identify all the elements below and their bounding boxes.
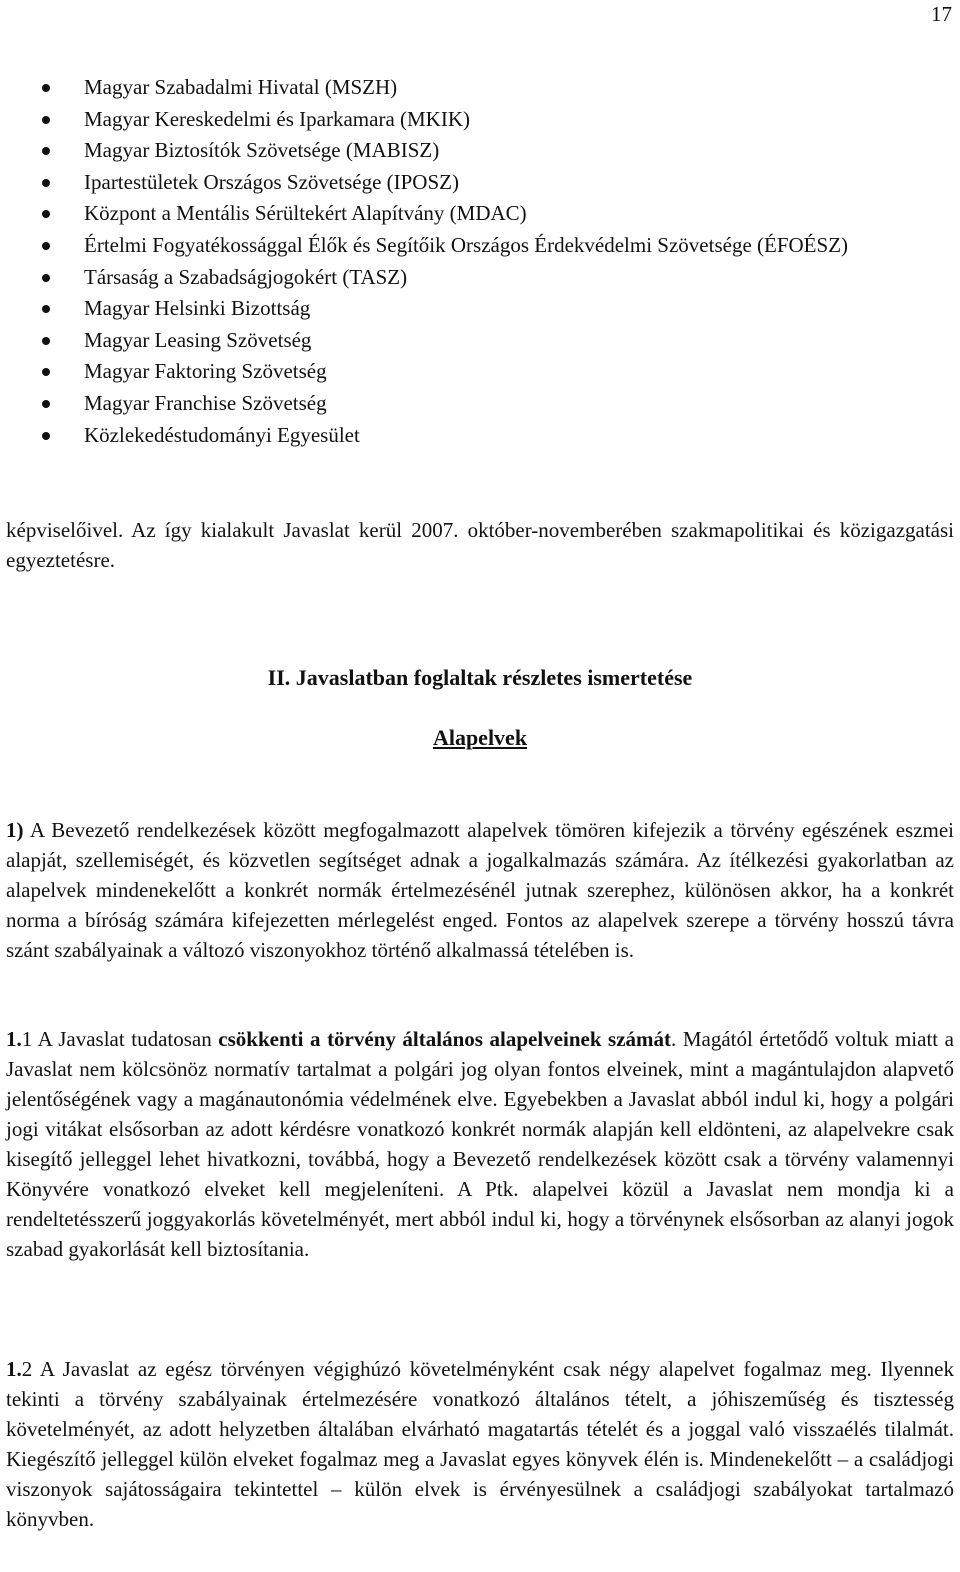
- bullet-icon: [42, 116, 50, 124]
- list-item-text: Magyar Faktoring Szövetség: [84, 359, 327, 384]
- list-item: [38, 198, 958, 230]
- list-item: [38, 104, 958, 136]
- list-item: [38, 167, 958, 199]
- list-item-text: Magyar Leasing Szövetség: [84, 327, 312, 352]
- list-item-text: Magyar Helsinki Bizottság: [84, 296, 311, 321]
- bullet-icon: [42, 432, 50, 440]
- list-item-text: Ipartestületek Országos Szövetsége (IPOSZ): [84, 169, 459, 194]
- bullet-icon: [42, 400, 50, 408]
- emphasis-text: csökkenti a törvény általános alapelveinek számát: [218, 1027, 672, 1051]
- bullet-icon: [42, 242, 50, 250]
- bullet-icon: [42, 179, 50, 187]
- continuation-paragraph: képviselőivel. Az így kialakult Javaslat kerül 2007. október-novemberében szakmapolitikai és közigazgatási egyeztetésre.: [6, 518, 954, 572]
- paragraph-text: A Javaslat az egész törvényen végighúzó követelményként csak négy alapelvet fogalmaz meg. Ilyennek tekinti a törvény szabályainak értelmezésére vonatkozó általános tételt, a jóhiszeműség és tisztesség követelményét, az adott helyzetben általában elvárható magatartás tételét és a joggal való visszaélés tilalmát. Kiegészítő jelleggel külön elveket fogalmaz meg a Javaslat egyes könyvek élén is. Mindenekelőtt – a családjogi viszonyok sajátosságaira tekintettel – külön elvek is érvényesülnek a családjogi szabályokat tartalmazó könyvben.: [6, 1357, 954, 1531]
- paragraph-number: 1.: [6, 1357, 22, 1381]
- paragraph-1-2: [6, 1354, 954, 1534]
- paragraph-text: A Bevezető rendelkezések között megfogalmazott alapelvek tömören kifejezik a törvény egészének eszmei alapját, szellemiségét, és közvetlen segítséget adnak a jogalkalmazás számára. Az ítélkezési gyakorlatban az alapelvek mindenekelőtt a konkrét normák értelmezésénél jutnak szerephez, különösen akkor, ha a konkrét norma a bíróság számára kifejezetten mérlegelést enged. Fontos az alapelvek szerepe a törvény hosszú távra szánt szabályainak a változó viszonyokhoz történő alkalmassá tételében is.: [6, 818, 954, 962]
- list-item: [38, 230, 958, 262]
- list-item-text: Magyar Szabadalmi Hivatal (MSZH): [84, 75, 398, 99]
- list-item-text: Magyar Kereskedelmi és Iparkamara (MKIK): [84, 106, 470, 131]
- list-item-text: Központ a Mentális Sérültekért Alapítvány (MDAC): [84, 201, 527, 226]
- list-item: [38, 356, 958, 388]
- bullet-icon: [42, 274, 50, 282]
- bullet-icon: [42, 84, 50, 92]
- list-item-text: Magyar Biztosítók Szövetsége (MABISZ): [84, 138, 440, 163]
- list-item-text: Társaság a Szabadságjogokért (TASZ): [84, 264, 408, 289]
- bullet-icon: [42, 210, 50, 218]
- list-item: [38, 135, 958, 167]
- list-item: [38, 325, 958, 357]
- paragraph-1-1: [6, 1024, 954, 1264]
- list-item-text: Közlekedéstudományi Egyesület: [84, 422, 360, 447]
- paragraph-number-suffix: 2: [21, 1357, 33, 1381]
- paragraph-text: . Magától értetődő voltuk miatt a Javaslat nem kölcsönöz normatív tartalmat a polgári jog olyan fontos elveinek, mint a magántulajdon alapvető jelentőségének vagy a magánautonómia védelmének elve. Egyebekben a Javaslat abból indul ki, hogy a polgári jogi vitákat elsősorban az adott kérdésre vonatkozó konkrét normák alapján kell eldönteni, az alapelvekre csak kisegítő jelleggel lehet hivatkozni, továbbá, hogy a Bevezető rendelkezések között csak a törvény valamennyi Könyvére vonatkozó elveket kell megjeleníteni. A Ptk. alapelvei közül a Javaslat nem mondja ki a rendeltetésszerű joggyakorlás követelményét, mert abból indul ki, hogy a törvénynek elsősorban az alanyi jogok szabad gyakorlását kell biztosítania.: [6, 1027, 954, 1261]
- section-subtitle: Alapelvek: [432, 725, 528, 750]
- bullet-icon: [42, 147, 50, 155]
- paragraph-number-suffix: 1: [21, 1027, 33, 1051]
- list-item: [38, 293, 958, 325]
- paragraph-number: 1): [6, 818, 24, 842]
- list-item: [38, 262, 958, 294]
- section-title: II. Javaslatban foglaltak részletes ismertetése: [267, 665, 693, 690]
- paragraph-1: [6, 815, 954, 965]
- bullet-icon: [42, 337, 50, 345]
- list-item-text: Értelmi Fogyatékossággal Élők és Segítőik Országos Érdekvédelmi Szövetsége (ÉFOÉSZ): [84, 232, 849, 257]
- bullet-icon: [42, 305, 50, 313]
- list-item: [38, 388, 958, 420]
- list-item: [38, 72, 958, 104]
- list-item: [38, 420, 958, 452]
- list-item-text: Magyar Franchise Szövetség: [84, 390, 327, 415]
- paragraph-text: A Javaslat tudatosan: [32, 1027, 219, 1051]
- organization-list: [38, 72, 958, 451]
- page-number: 17: [931, 2, 952, 26]
- bullet-icon: [42, 368, 50, 376]
- paragraph-number: 1.: [6, 1027, 22, 1051]
